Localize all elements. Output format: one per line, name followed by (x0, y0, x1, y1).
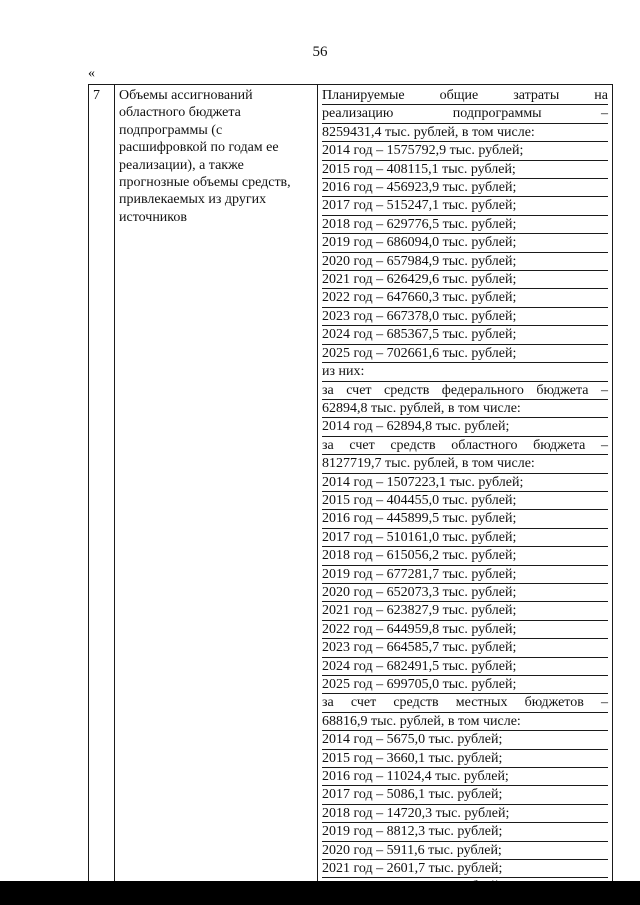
funding-line: 2017 год – 5086,1 тыс. рублей; (322, 786, 608, 804)
page-number: 56 (312, 44, 328, 60)
funding-line: за счет средств федерального бюджета – (322, 382, 608, 400)
funding-line: 2023 год – 667378,0 тыс. рублей; (322, 308, 608, 326)
label-line: областного бюджета (119, 105, 241, 121)
funding-line: Планируемые общие затраты на (322, 87, 608, 105)
funding-line: 2015 год – 408115,1 тыс. рублей; (322, 161, 608, 179)
funding-line: 2018 год – 629776,5 тыс. рублей; (322, 216, 608, 234)
funding-line: 8127719,7 тыс. рублей, в том числе: (322, 455, 608, 473)
funding-line: 2024 год – 685367,5 тыс. рублей; (322, 326, 608, 344)
funding-line: 2019 год – 686094,0 тыс. рублей; (322, 234, 608, 252)
funding-details (322, 87, 608, 896)
label-line: прогнозные объемы средств, (119, 175, 291, 191)
funding-line: 2023 год – 664585,7 тыс. рублей; (322, 639, 608, 657)
row-number: 7 (93, 88, 100, 103)
funding-line: 2021 год – 2601,7 тыс. рублей; (322, 860, 608, 878)
funding-line: за счет средств местных бюджетов – (322, 694, 608, 712)
funding-line: 2016 год – 445899,5 тыс. рублей; (322, 510, 608, 528)
label-line: привлекаемых из других (119, 192, 267, 208)
funding-line: 2014 год – 5675,0 тыс. рублей; (322, 731, 608, 749)
funding-line: 2025 год – 702661,6 тыс. рублей; (322, 345, 608, 363)
funding-line: 2020 год – 652073,3 тыс. рублей; (322, 584, 608, 602)
label-line: источников (119, 209, 188, 225)
funding-line: 2014 год – 62894,8 тыс. рублей; (322, 418, 608, 436)
subprogram-funding-table (88, 84, 613, 899)
scan-bottom-edge (0, 881, 640, 905)
funding-line: 2024 год – 682491,5 тыс. рублей; (322, 658, 608, 676)
funding-line: 2022 год – 644959,8 тыс. рублей; (322, 621, 608, 639)
row-label-cell (115, 85, 318, 899)
label-line: расшифровкой по годам ее (119, 140, 279, 156)
funding-line: 8259431,4 тыс. рублей, в том числе: (322, 124, 608, 142)
funding-line: 2018 год – 615056,2 тыс. рублей; (322, 547, 608, 565)
funding-line: 2014 год – 1507223,1 тыс. рублей; (322, 474, 608, 492)
funding-line: из них: (322, 363, 608, 381)
label-line: подпрограммы (с (119, 122, 223, 138)
funding-line: 2020 год – 5911,6 тыс. рублей; (322, 842, 608, 860)
funding-line: 2019 год – 8812,3 тыс. рублей; (322, 823, 608, 841)
row-number-cell (89, 85, 115, 899)
label-line: Объемы ассигнований (119, 88, 253, 103)
opening-quote-mark: « (88, 66, 95, 81)
label-line: реализации), а также (119, 157, 244, 173)
funding-line: 2015 год – 3660,1 тыс. рублей; (322, 750, 608, 768)
funding-line: 2020 год – 657984,9 тыс. рублей; (322, 253, 608, 271)
funding-line: 2025 год – 699705,0 тыс. рублей; (322, 676, 608, 694)
funding-line: 2018 год – 14720,3 тыс. рублей; (322, 805, 608, 823)
funding-line: 2019 год – 677281,7 тыс. рублей; (322, 566, 608, 584)
funding-line: 2021 год – 623827,9 тыс. рублей; (322, 602, 608, 620)
funding-line: 62894,8 тыс. рублей, в том числе: (322, 400, 608, 418)
funding-line: 2016 год – 456923,9 тыс. рублей; (322, 179, 608, 197)
funding-line: 2014 год – 1575792,9 тыс. рублей; (322, 142, 608, 160)
funding-line: 2021 год – 626429,6 тыс. рублей; (322, 271, 608, 289)
funding-line: за счет средств областного бюджета – (322, 437, 608, 455)
funding-line: реализацию подпрограммы – (322, 105, 608, 123)
row-label (119, 87, 313, 226)
funding-line: 68816,9 тыс. рублей, в том числе: (322, 713, 608, 731)
row-content-cell (318, 85, 613, 899)
funding-line: 2017 год – 515247,1 тыс. рублей; (322, 197, 608, 215)
funding-line: 2022 год – 647660,3 тыс. рублей; (322, 289, 608, 307)
funding-line: 2016 год – 11024,4 тыс. рублей; (322, 768, 608, 786)
table-row (89, 85, 613, 899)
funding-line: 2015 год – 404455,0 тыс. рублей; (322, 492, 608, 510)
funding-line: 2017 год – 510161,0 тыс. рублей; (322, 529, 608, 547)
